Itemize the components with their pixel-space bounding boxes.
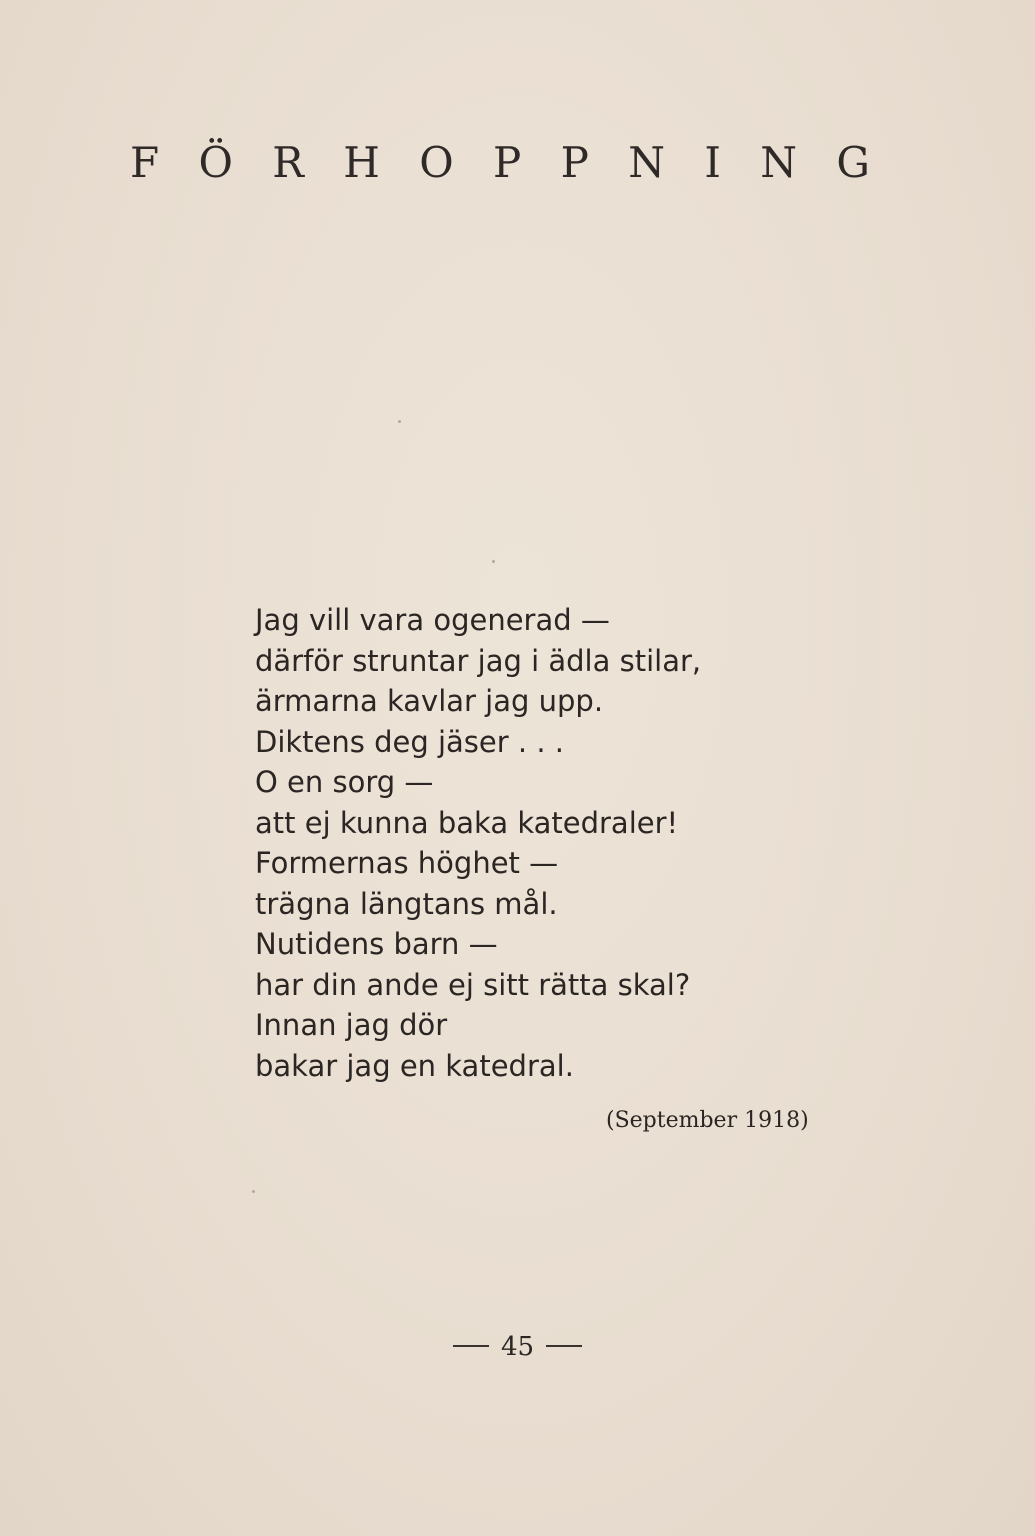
title-letter: R xyxy=(272,138,304,187)
poem-line: har din ande ej sitt rätta skal? xyxy=(255,967,691,1002)
page-number-footer xyxy=(0,1332,1035,1362)
title-letter: I xyxy=(704,138,721,187)
poem-line: trägna längtans mål. xyxy=(255,886,558,921)
dash-divider xyxy=(453,1345,489,1347)
title-letter: P xyxy=(493,138,522,187)
poem-title xyxy=(130,138,870,187)
poem-line: bakar jag en katedral. xyxy=(255,1048,574,1083)
title-letter: P xyxy=(560,138,589,187)
title-letter: G xyxy=(836,138,870,187)
poem-line: Innan jag dör xyxy=(255,1008,448,1042)
paper-speck xyxy=(398,420,401,423)
title-letter: N xyxy=(760,138,798,187)
paper-speck xyxy=(252,1190,255,1193)
poem-line: Diktens deg jäser . . . xyxy=(255,724,564,759)
title-letter: Ö xyxy=(198,138,233,187)
title-letter: O xyxy=(419,138,454,187)
paper-speck xyxy=(492,560,495,563)
page-number: 45 xyxy=(500,1332,535,1362)
poem-line: att ej kunna baka katedraler! xyxy=(255,805,679,840)
title-letter: N xyxy=(628,138,665,187)
poem-body xyxy=(255,600,875,1086)
dash-divider xyxy=(546,1345,582,1347)
poem-line: ärmarna kavlar jag upp. xyxy=(255,684,604,718)
poem-line: därför struntar jag i ädla stilar, xyxy=(255,643,702,678)
title-letter: F xyxy=(130,138,160,187)
poem-date: (September 1918) xyxy=(606,1108,809,1133)
poem-line: O en sorg — xyxy=(255,765,434,799)
title-letter: H xyxy=(343,138,380,187)
poem-line: Nutidens barn — xyxy=(255,927,498,961)
poem-line: Formernas höghet — xyxy=(255,846,559,880)
poem-line: Jag vill vara ogenerad — xyxy=(255,603,610,637)
